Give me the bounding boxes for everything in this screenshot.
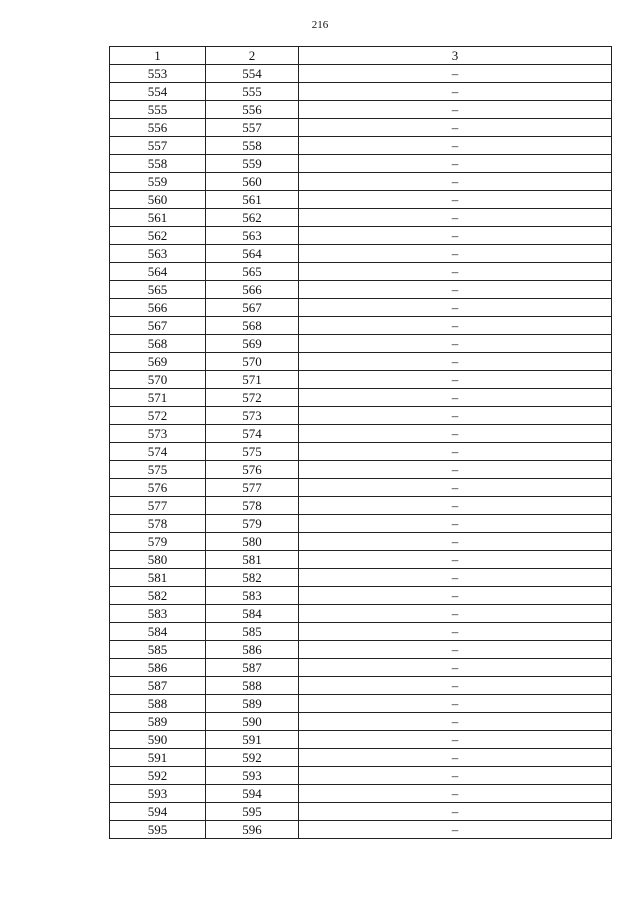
table-cell-col2: 560	[206, 173, 299, 191]
table-row	[110, 533, 612, 551]
table-cell-col3: –	[299, 677, 612, 695]
table-row	[110, 209, 612, 227]
table-row	[110, 821, 612, 839]
table-row	[110, 299, 612, 317]
table-cell-col1: 563	[110, 245, 206, 263]
table-cell-col2: 556	[206, 101, 299, 119]
table-row	[110, 65, 612, 83]
table-row	[110, 263, 612, 281]
table-row	[110, 803, 612, 821]
table-cell-col1: 575	[110, 461, 206, 479]
table-cell-col1: 565	[110, 281, 206, 299]
table-header	[110, 47, 612, 65]
table-cell-col1: 564	[110, 263, 206, 281]
table-row	[110, 425, 612, 443]
table-row	[110, 281, 612, 299]
table-cell-col2: 572	[206, 389, 299, 407]
table-cell-col2: 579	[206, 515, 299, 533]
table-cell-col2: 580	[206, 533, 299, 551]
table-cell-col1: 555	[110, 101, 206, 119]
table-cell-col1: 572	[110, 407, 206, 425]
table-cell-col3: –	[299, 479, 612, 497]
table-cell-col3: –	[299, 785, 612, 803]
table-cell-col1: 573	[110, 425, 206, 443]
table-row	[110, 119, 612, 137]
table-cell-col1: 595	[110, 821, 206, 839]
table-row	[110, 515, 612, 533]
table-cell-col2: 575	[206, 443, 299, 461]
table-cell-col1: 593	[110, 785, 206, 803]
table-cell-col2: 585	[206, 623, 299, 641]
data-table	[109, 46, 612, 839]
table-row	[110, 569, 612, 587]
table-cell-col1: 590	[110, 731, 206, 749]
table-cell-col2: 586	[206, 641, 299, 659]
table-cell-col2: 558	[206, 137, 299, 155]
table-cell-col3: –	[299, 569, 612, 587]
table-cell-col3: –	[299, 263, 612, 281]
table-cell-col1: 560	[110, 191, 206, 209]
table-cell-col2: 561	[206, 191, 299, 209]
table-row	[110, 137, 612, 155]
table-cell-col1: 583	[110, 605, 206, 623]
table-cell-col3: –	[299, 731, 612, 749]
table-cell-col2: 568	[206, 317, 299, 335]
table-row	[110, 245, 612, 263]
table-row	[110, 443, 612, 461]
table-cell-col1: 559	[110, 173, 206, 191]
table-row	[110, 407, 612, 425]
table-row	[110, 389, 612, 407]
table-cell-col1: 588	[110, 695, 206, 713]
table-cell-col3: –	[299, 695, 612, 713]
table-cell-col2: 574	[206, 425, 299, 443]
table-cell-col1: 591	[110, 749, 206, 767]
table-row	[110, 605, 612, 623]
table-cell-col1: 589	[110, 713, 206, 731]
table-cell-col2: 595	[206, 803, 299, 821]
table-row	[110, 173, 612, 191]
table-row	[110, 551, 612, 569]
table-cell-col2: 592	[206, 749, 299, 767]
table-cell-col1: 581	[110, 569, 206, 587]
table-cell-col1: 571	[110, 389, 206, 407]
table-cell-col3: –	[299, 497, 612, 515]
table-cell-col3: –	[299, 803, 612, 821]
page-number: 216	[311, 19, 329, 31]
table-cell-col2: 563	[206, 227, 299, 245]
table-cell-col1: 580	[110, 551, 206, 569]
table-cell-col2: 557	[206, 119, 299, 137]
table-cell-col2: 582	[206, 569, 299, 587]
table-cell-col3: –	[299, 353, 612, 371]
table-row	[110, 749, 612, 767]
table-cell-col1: 562	[110, 227, 206, 245]
table-cell-col2: 565	[206, 263, 299, 281]
table-row	[110, 695, 612, 713]
table-cell-col2: 581	[206, 551, 299, 569]
table-cell-col1: 567	[110, 317, 206, 335]
table-cell-col1: 556	[110, 119, 206, 137]
table-cell-col3: –	[299, 137, 612, 155]
table-row	[110, 659, 612, 677]
table-cell-col1: 576	[110, 479, 206, 497]
table-cell-col1: 566	[110, 299, 206, 317]
table-cell-col2: 596	[206, 821, 299, 839]
table-row	[110, 101, 612, 119]
table-cell-col1: 557	[110, 137, 206, 155]
table-cell-col3: –	[299, 173, 612, 191]
table-cell-col3: –	[299, 389, 612, 407]
table-row	[110, 317, 612, 335]
table-cell-col2: 555	[206, 83, 299, 101]
table-cell-col1: 592	[110, 767, 206, 785]
table-cell-col2: 554	[206, 65, 299, 83]
table-row	[110, 227, 612, 245]
table-cell-col3: –	[299, 155, 612, 173]
table-row	[110, 155, 612, 173]
table-row	[110, 353, 612, 371]
table-cell-col1: 569	[110, 353, 206, 371]
table-cell-col3: –	[299, 515, 612, 533]
table-body	[110, 65, 612, 839]
table-cell-col1: 574	[110, 443, 206, 461]
table-cell-col3: –	[299, 119, 612, 137]
table-cell-col3: –	[299, 101, 612, 119]
header-row	[110, 47, 612, 65]
table-cell-col2: 570	[206, 353, 299, 371]
table-cell-col2: 590	[206, 713, 299, 731]
table-cell-col3: –	[299, 443, 612, 461]
table-cell-col1: 582	[110, 587, 206, 605]
table-cell-col1: 553	[110, 65, 206, 83]
table-cell-col1: 586	[110, 659, 206, 677]
table-cell-col3: –	[299, 317, 612, 335]
table-row	[110, 641, 612, 659]
table-cell-col3: –	[299, 227, 612, 245]
table-cell-col1: 587	[110, 677, 206, 695]
table-row	[110, 335, 612, 353]
header-cell-col3: 3	[299, 47, 612, 65]
table-row	[110, 767, 612, 785]
table-cell-col3: –	[299, 407, 612, 425]
table-cell-col3: –	[299, 641, 612, 659]
table-cell-col2: 576	[206, 461, 299, 479]
table-row	[110, 479, 612, 497]
table-row	[110, 623, 612, 641]
table-cell-col2: 567	[206, 299, 299, 317]
table-cell-col2: 569	[206, 335, 299, 353]
table-row	[110, 677, 612, 695]
table-cell-col3: –	[299, 533, 612, 551]
table-cell-col3: –	[299, 371, 612, 389]
table-cell-col3: –	[299, 245, 612, 263]
table-cell-col3: –	[299, 659, 612, 677]
table-cell-col2: 577	[206, 479, 299, 497]
header-cell-col2: 2	[206, 47, 299, 65]
table-cell-col1: 594	[110, 803, 206, 821]
table-row	[110, 371, 612, 389]
table-cell-col2: 578	[206, 497, 299, 515]
table-cell-col2: 594	[206, 785, 299, 803]
table-row	[110, 587, 612, 605]
table-cell-col2: 559	[206, 155, 299, 173]
table-cell-col2: 584	[206, 605, 299, 623]
table-cell-col2: 587	[206, 659, 299, 677]
table-cell-col3: –	[299, 425, 612, 443]
table-cell-col2: 591	[206, 731, 299, 749]
table-cell-col2: 566	[206, 281, 299, 299]
table-row	[110, 713, 612, 731]
table-cell-col3: –	[299, 713, 612, 731]
table-cell-col3: –	[299, 281, 612, 299]
table-cell-col1: 584	[110, 623, 206, 641]
table-cell-col1: 585	[110, 641, 206, 659]
table-row	[110, 497, 612, 515]
table-cell-col2: 589	[206, 695, 299, 713]
table-row	[110, 191, 612, 209]
table-cell-col1: 570	[110, 371, 206, 389]
table-cell-col1: 568	[110, 335, 206, 353]
table-cell-col1: 558	[110, 155, 206, 173]
table-row	[110, 83, 612, 101]
table-cell-col3: –	[299, 209, 612, 227]
table-cell-col1: 579	[110, 533, 206, 551]
table-row	[110, 461, 612, 479]
table-cell-col2: 562	[206, 209, 299, 227]
table-cell-col2: 588	[206, 677, 299, 695]
table-cell-col1: 578	[110, 515, 206, 533]
table-cell-col2: 593	[206, 767, 299, 785]
table-cell-col3: –	[299, 83, 612, 101]
table-cell-col2: 564	[206, 245, 299, 263]
table-cell-col2: 571	[206, 371, 299, 389]
table-cell-col3: –	[299, 461, 612, 479]
table-cell-col3: –	[299, 299, 612, 317]
table-cell-col3: –	[299, 821, 612, 839]
table-cell-col1: 577	[110, 497, 206, 515]
table-cell-col1: 554	[110, 83, 206, 101]
table-cell-col3: –	[299, 605, 612, 623]
table-cell-col3: –	[299, 65, 612, 83]
table-cell-col3: –	[299, 587, 612, 605]
table-row	[110, 731, 612, 749]
table-cell-col3: –	[299, 749, 612, 767]
table-cell-col3: –	[299, 335, 612, 353]
table-cell-col3: –	[299, 767, 612, 785]
table-cell-col3: –	[299, 623, 612, 641]
table-cell-col2: 583	[206, 587, 299, 605]
table-cell-col3: –	[299, 551, 612, 569]
table-cell-col1: 561	[110, 209, 206, 227]
table-row	[110, 785, 612, 803]
table-cell-col3: –	[299, 191, 612, 209]
table-cell-col2: 573	[206, 407, 299, 425]
header-cell-col1: 1	[110, 47, 206, 65]
